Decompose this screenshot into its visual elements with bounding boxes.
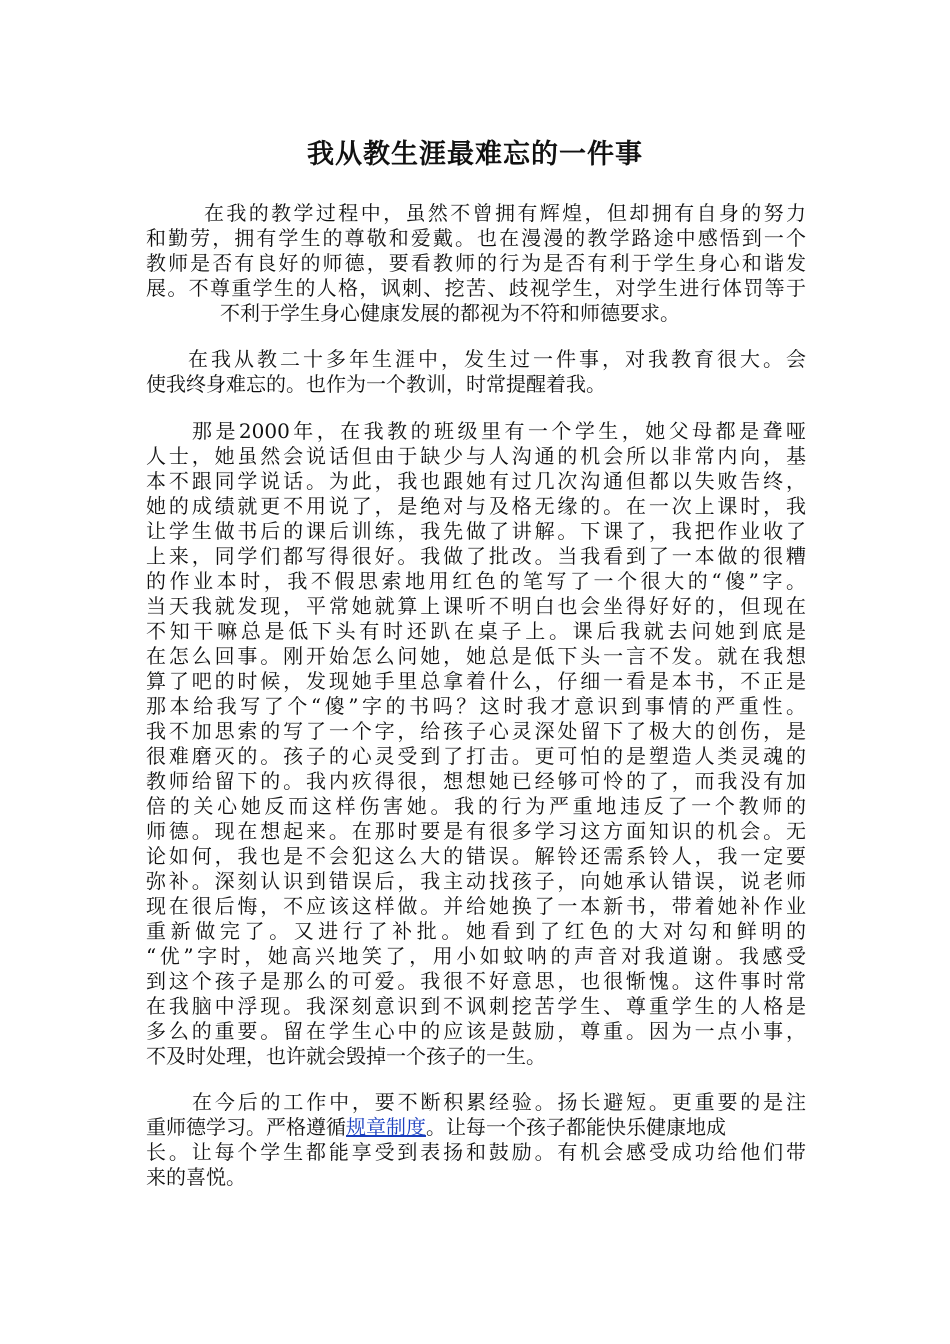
paragraph-line: 到这个孩子是那么的可爱。我很不好意思，也很惭愧。这件事时常 xyxy=(146,969,806,993)
paragraph-line: 在怎么回事。刚开始怎么问她，她总是低下头一言不发。就在我想 xyxy=(146,644,806,668)
paragraph-line: 重新做完了。又进行了补批。她看到了红色的大对勾和鲜明的 xyxy=(146,919,806,943)
paragraph-line: 和勤劳，拥有学生的尊敬和爱戴。也在漫漫的教学路途中感悟到一个 xyxy=(146,226,806,250)
regulations-link[interactable]: 规章制度 xyxy=(346,1115,426,1139)
paragraph-line: “优”字时，她高兴地笑了，用小如蚊呐的声音对我道谢。我感受 xyxy=(146,944,806,968)
paragraph-line: 教师是否有良好的师德，要看教师的行为是否有利于学生身心和谐发 xyxy=(146,251,806,275)
paragraph-line: 教师给留下的。我内疚得很，想想她已经够可怜的了，而我没有加 xyxy=(146,769,806,793)
paragraph-line: 不及时处理，也许就会毁掉一个孩子的一生。 xyxy=(146,1044,546,1068)
paragraph-line: 当天我就发现，平常她就算上课听不明白也会坐得好好的，但现在 xyxy=(146,594,806,618)
paragraph-line: 我不加思索的写了一个字，给孩子心灵深处留下了极大的创伤，是 xyxy=(146,719,806,743)
paragraph-line: 师德。现在想起来。在那时要是有很多学习这方面知识的机会。无 xyxy=(146,819,806,843)
paragraph-line: 人士，她虽然会说话但由于缺少与人沟通的机会所以非常内向，基 xyxy=(146,444,806,468)
paragraph-line: 让学生做书后的课后训练，我先做了讲解。下课了，我把作业收了 xyxy=(146,519,806,543)
paragraph-line: 算了吧的时候，发现她手里总拿着什么，仔细一看是本书，不正是 xyxy=(146,669,806,693)
paragraph-line: 论如何，我也是不会犯这么大的错误。解铃还需系铃人，我一定要 xyxy=(146,844,806,868)
paragraph-line: 那是2000年，在我教的班级里有一个学生，她父母都是聋哑 xyxy=(192,419,806,443)
paragraph-line xyxy=(146,1115,806,1139)
paragraph-line: 她的成绩就更不用说了，是绝对与及格无缘的。在一次上课时，我 xyxy=(146,494,806,518)
paragraph-line: 在我脑中浮现。我深刻意识到不讽刺挖苦学生、尊重学生的人格是 xyxy=(146,994,806,1018)
paragraph-line: 上来，同学们都写得很好。我做了批改。当我看到了一本做的很糟 xyxy=(146,544,806,568)
paragraph-text: 重师德学习。严格遵循 xyxy=(146,1115,346,1139)
paragraph-line: 弥补。深刻认识到错误后，我主动找孩子，向她承认错误，说老师 xyxy=(146,869,806,893)
paragraph-line: 在我从教二十多年生涯中，发生过一件事，对我教育很大。会 xyxy=(188,347,806,371)
paragraph-text: 。让每一个孩子都能快乐健康地成 xyxy=(426,1115,726,1139)
paragraph-line: 使我终身难忘的。也作为一个教训，时常提醒着我。 xyxy=(146,372,606,396)
paragraph-line: 本不跟同学说话。为此，我也跟她有过几次沟通但都以失败告终， xyxy=(146,469,806,493)
paragraph-line: 不利于学生身心健康发展的都视为不符和师德要求。 xyxy=(220,301,680,325)
paragraph-line: 在我的教学过程中，虽然不曾拥有辉煌，但却拥有自身的努力 xyxy=(204,201,806,225)
paragraph-line: 多么的重要。留在学生心中的应该是鼓励，尊重。因为一点小事， xyxy=(146,1019,806,1043)
paragraph-line: 展。不尊重学生的人格，讽刺、挖苦、歧视学生，对学生进行体罚等于 xyxy=(146,276,806,300)
document-title: 我从教生涯最难忘的一件事 xyxy=(307,139,643,170)
paragraph-line: 不知干嘛总是低下头有时还趴在桌子上。课后我就去问她到底是 xyxy=(146,619,806,643)
paragraph-line: 倍的关心她反而这样伤害她。我的行为严重地违反了一个教师的 xyxy=(146,794,806,818)
paragraph-line: 很难磨灭的。孩子的心灵受到了打击。更可怕的是塑造人类灵魂的 xyxy=(146,744,806,768)
paragraph-line: 来的喜悦。 xyxy=(146,1165,246,1189)
paragraph-line: 现在很后悔，不应该这样做。并给她换了一本新书，带着她补作业 xyxy=(146,894,806,918)
paragraph-line: 长。让每个学生都能享受到表扬和鼓励。有机会感受成功给他们带 xyxy=(146,1140,806,1164)
paragraph-line: 的作业本时，我不假思索地用红色的笔写了一个很大的“傻”字。 xyxy=(146,569,806,593)
paragraph-line: 在今后的工作中，要不断积累经验。扬长避短。更重要的是注 xyxy=(192,1090,806,1114)
paragraph-line: 那本给我写了个“傻”字的书吗？这时我才意识到事情的严重性。 xyxy=(146,694,806,718)
